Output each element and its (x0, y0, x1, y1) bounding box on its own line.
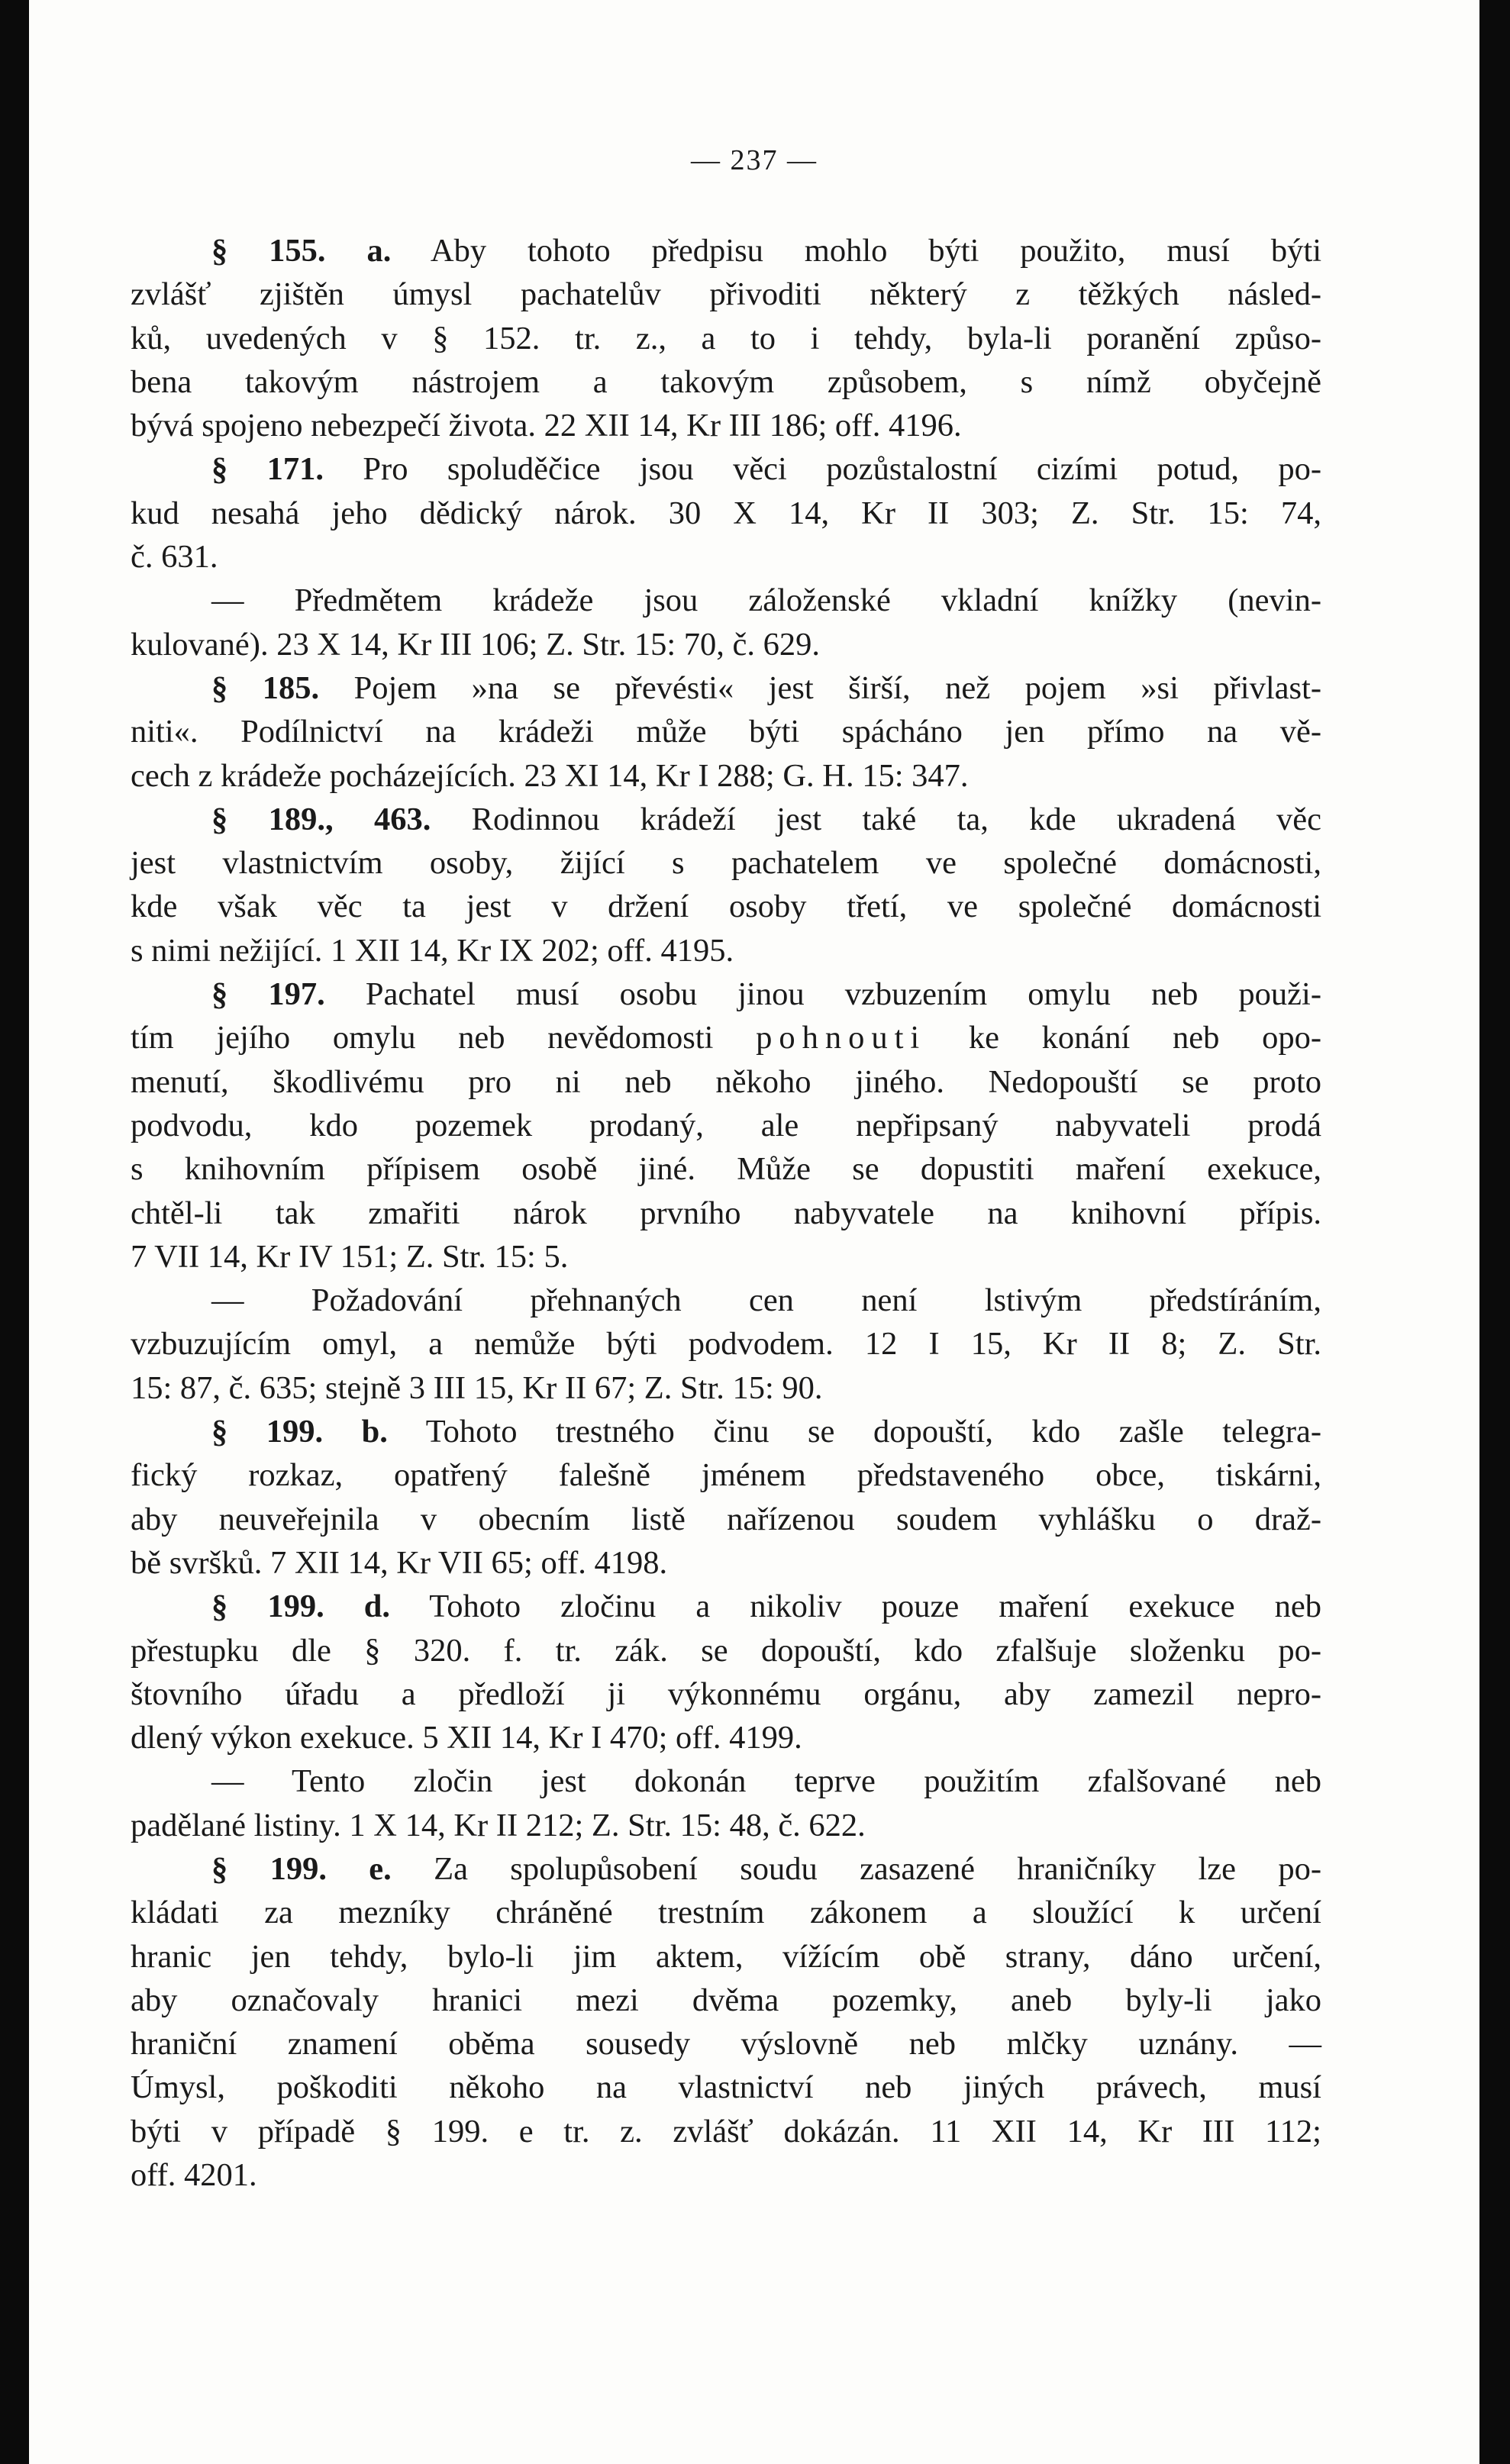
line-text: hranic jen tehdy, bylo-li jim aktem, vížícím obě strany, dáno určení, (131, 1938, 1321, 1975)
line-text: — Předmětem krádeže jsou záloženské vkladní knížky (nevin- (211, 582, 1321, 619)
paragraph (131, 798, 1321, 972)
text-line (131, 1585, 1321, 1628)
line-text: jest vlastnictvím osoby, žijící s pachatelem ve společné domácnosti, (131, 845, 1321, 882)
line-text: č. 631. (131, 539, 218, 576)
text-line (131, 2022, 1321, 2066)
emphasized-word: pohnouti (756, 1020, 927, 1056)
paragraph (131, 666, 1321, 798)
text-line (131, 1629, 1321, 1672)
text-line (131, 2110, 1321, 2153)
text-line (131, 1322, 1321, 1366)
line-text: Pro spoluděčice jsou věci pozůstalostní cizími potud, po- (324, 451, 1321, 488)
line-text: s nimi nežijící. 1 XII 14, Kr IX 202; off. 4195. (131, 932, 734, 969)
text-line (131, 1366, 1321, 1410)
paragraph (131, 447, 1321, 579)
text-line (131, 1060, 1321, 1104)
text-line (131, 579, 1321, 622)
line-text: bývá spojeno nebezpečí života. 22 XII 14, Kr III 186; off. 4196. (131, 408, 962, 444)
line-text: zvlášť zjištěn úmysl pachatelův přivoditi některý z těžkých násled- (131, 276, 1321, 313)
text-line (131, 317, 1321, 360)
paragraph (131, 579, 1321, 666)
section-reference: § 171. (211, 451, 324, 488)
text-line (131, 1716, 1321, 1759)
line-text: 15: 87, č. 635; stejně 3 III 15, Kr II 67; Z. Str. 15: 90. (131, 1369, 823, 1406)
paragraph (131, 1585, 1321, 1759)
line-text: Pojem »na se převésti« jest širší, než pojem »si přivlast- (319, 669, 1322, 706)
line-text: — Požadování přehnaných cen není lstivým předstíráním, (211, 1282, 1321, 1319)
text-line (131, 1453, 1321, 1497)
paragraph (131, 1410, 1321, 1585)
section-reference: § 199. e. (211, 1850, 392, 1887)
text-line (131, 666, 1321, 710)
text-line (131, 1192, 1321, 1235)
text-line (131, 447, 1321, 491)
text-line (131, 754, 1321, 798)
line-text: kládati za mezníky chráněné trestním zákonem a sloužící k určení (131, 1895, 1321, 1931)
line-text: — Tento zločin jest dokonán teprve použitím zfalšované neb (211, 1763, 1321, 1800)
text-line (131, 1016, 1321, 1059)
text-line (131, 1759, 1321, 1803)
line-text: niti«. Podílnictví na krádeži může býti spácháno jen přímo na vě- (131, 714, 1321, 750)
text-line (131, 1541, 1321, 1585)
line-text: hraniční znamení oběma sousedy výslovně neb mlčky uznány. — (131, 2026, 1321, 2062)
paragraph (131, 1279, 1321, 1410)
line-text: kde však věc ta jest v držení osoby třetí, ve společné domácnosti (131, 889, 1321, 925)
line-text: býti v případě § 199. e tr. z. zvlášť dokázán. 11 XII 14, Kr III 112; (131, 2113, 1321, 2150)
line-text: menutí, škodlivému pro ni neb někoho jiného. Nedopouští se proto (131, 1063, 1321, 1100)
text-line (131, 798, 1321, 841)
text-line (131, 972, 1321, 1016)
line-text: Rodinnou krádeží jest také ta, kde ukradená věc (431, 801, 1322, 837)
line-text: cech z krádeže pocházejících. 23 XI 14, Kr I 288; G. H. 15: 347. (131, 757, 969, 794)
text-line (131, 885, 1321, 928)
text-line (131, 273, 1321, 316)
line-text: ků, uvedených v § 152. tr. z., a to i tehdy, byla-li poranění způso- (131, 320, 1321, 356)
text-line (131, 1410, 1321, 1453)
text-line (131, 1147, 1321, 1191)
line-text: tím jejího omylu neb nevědomosti (131, 1020, 757, 1056)
line-text: Za spolupůsobení soudu zasazené hraničníky lze po- (391, 1850, 1321, 1887)
line-text-continued: ke konání neb opo- (926, 1020, 1321, 1056)
line-text: aby označovaly hranici mezi dvěma pozemky, aneb byly-li jako (131, 1982, 1321, 2018)
line-text: bě svršků. 7 XII 14, Kr VII 65; off. 4198. (131, 1544, 668, 1581)
book-page (29, 0, 1479, 2464)
text-line (131, 623, 1321, 666)
line-text: fický rozkaz, opatřený falešně jménem představeného obce, tiskárni, (131, 1457, 1321, 1494)
text-line (131, 492, 1321, 535)
text-line (131, 1935, 1321, 1979)
paragraph (131, 229, 1321, 447)
text-line (131, 1104, 1321, 1147)
text-line (131, 1279, 1321, 1322)
line-text: bena takovým nástrojem a takovým způsobem, s nímž obyčejně (131, 363, 1321, 400)
text-line (131, 2066, 1321, 2109)
text-line (131, 229, 1321, 273)
line-text: Úmysl, poškoditi někoho na vlastnictví neb jiných právech, musí (131, 2069, 1321, 2106)
line-text: kulované). 23 X 14, Kr III 106; Z. Str. 15: 70, č. 629. (131, 626, 821, 663)
line-text: podvodu, kdo pozemek prodaný, ale nepřipsaný nabyvateli prodá (131, 1107, 1321, 1143)
line-text: off. 4201. (131, 2157, 257, 2194)
text-line (131, 1891, 1321, 1934)
text-line (131, 535, 1321, 579)
line-text: Tohoto zločinu a nikoliv pouze maření exekuce neb (390, 1588, 1321, 1625)
text-line (131, 1847, 1321, 1891)
page-number: — 237 — (691, 144, 818, 176)
text-line (131, 1804, 1321, 1847)
line-text: 7 VII 14, Kr IV 151; Z. Str. 15: 5. (131, 1238, 569, 1275)
section-reference: § 197. (211, 976, 325, 1013)
line-text: dlený výkon exekuce. 5 XII 14, Kr I 470; off. 4199. (131, 1720, 802, 1756)
line-text: vzbuzujícím omyl, a nemůže býti podvodem. 12 I 15, Kr II 8; Z. Str. (131, 1326, 1321, 1363)
line-text: padělané listiny. 1 X 14, Kr II 212; Z. Str. 15: 48, č. 622. (131, 1807, 866, 1843)
section-reference: § 199. b. (211, 1414, 388, 1450)
paragraph (131, 1847, 1321, 2197)
line-text: Pachatel musí osobu jinou vzbuzením omylu neb použi- (324, 976, 1321, 1013)
line-text: chtěl-li tak zmařiti nárok prvního nabyvatele na knihovní přípis. (131, 1195, 1321, 1231)
text-line (131, 1498, 1321, 1541)
line-text: Tohoto trestného činu se dopouští, kdo zašle telegra- (387, 1414, 1321, 1450)
section-reference: § 155. a. (211, 233, 392, 269)
line-text: kud nesahá jeho dědický nárok. 30 X 14, Kr II 303; Z. Str. 15: 74, (131, 495, 1321, 531)
text-line (131, 360, 1321, 404)
line-text: Aby tohoto předpisu mohlo býti použito, musí býti (391, 233, 1321, 269)
text-line (131, 2153, 1321, 2197)
line-text: s knihovním přípisem osobě jiné. Může se dopustiti maření exekuce, (131, 1151, 1321, 1188)
line-text: aby neuveřejnila v obecním listě nařízenou soudem vyhlášku o draž- (131, 1501, 1321, 1537)
text-line (131, 929, 1321, 972)
text-line (131, 404, 1321, 447)
text-line (131, 710, 1321, 753)
section-reference: § 199. d. (211, 1588, 391, 1625)
section-reference: § 185. (211, 669, 320, 706)
line-text: štovního úřadu a předloží ji výkonnému orgánu, aby zamezil nepro- (131, 1675, 1321, 1712)
text-body (131, 229, 1321, 2197)
text-line (131, 1979, 1321, 2022)
paragraph (131, 1759, 1321, 1847)
text-line (131, 1235, 1321, 1279)
text-line (131, 841, 1321, 885)
line-text: přestupku dle § 320. f. tr. zák. se dopouští, kdo zfalšuje složenku po- (131, 1632, 1321, 1669)
section-reference: § 189., 463. (211, 801, 431, 837)
text-line (131, 1672, 1321, 1716)
paragraph (131, 972, 1321, 1279)
